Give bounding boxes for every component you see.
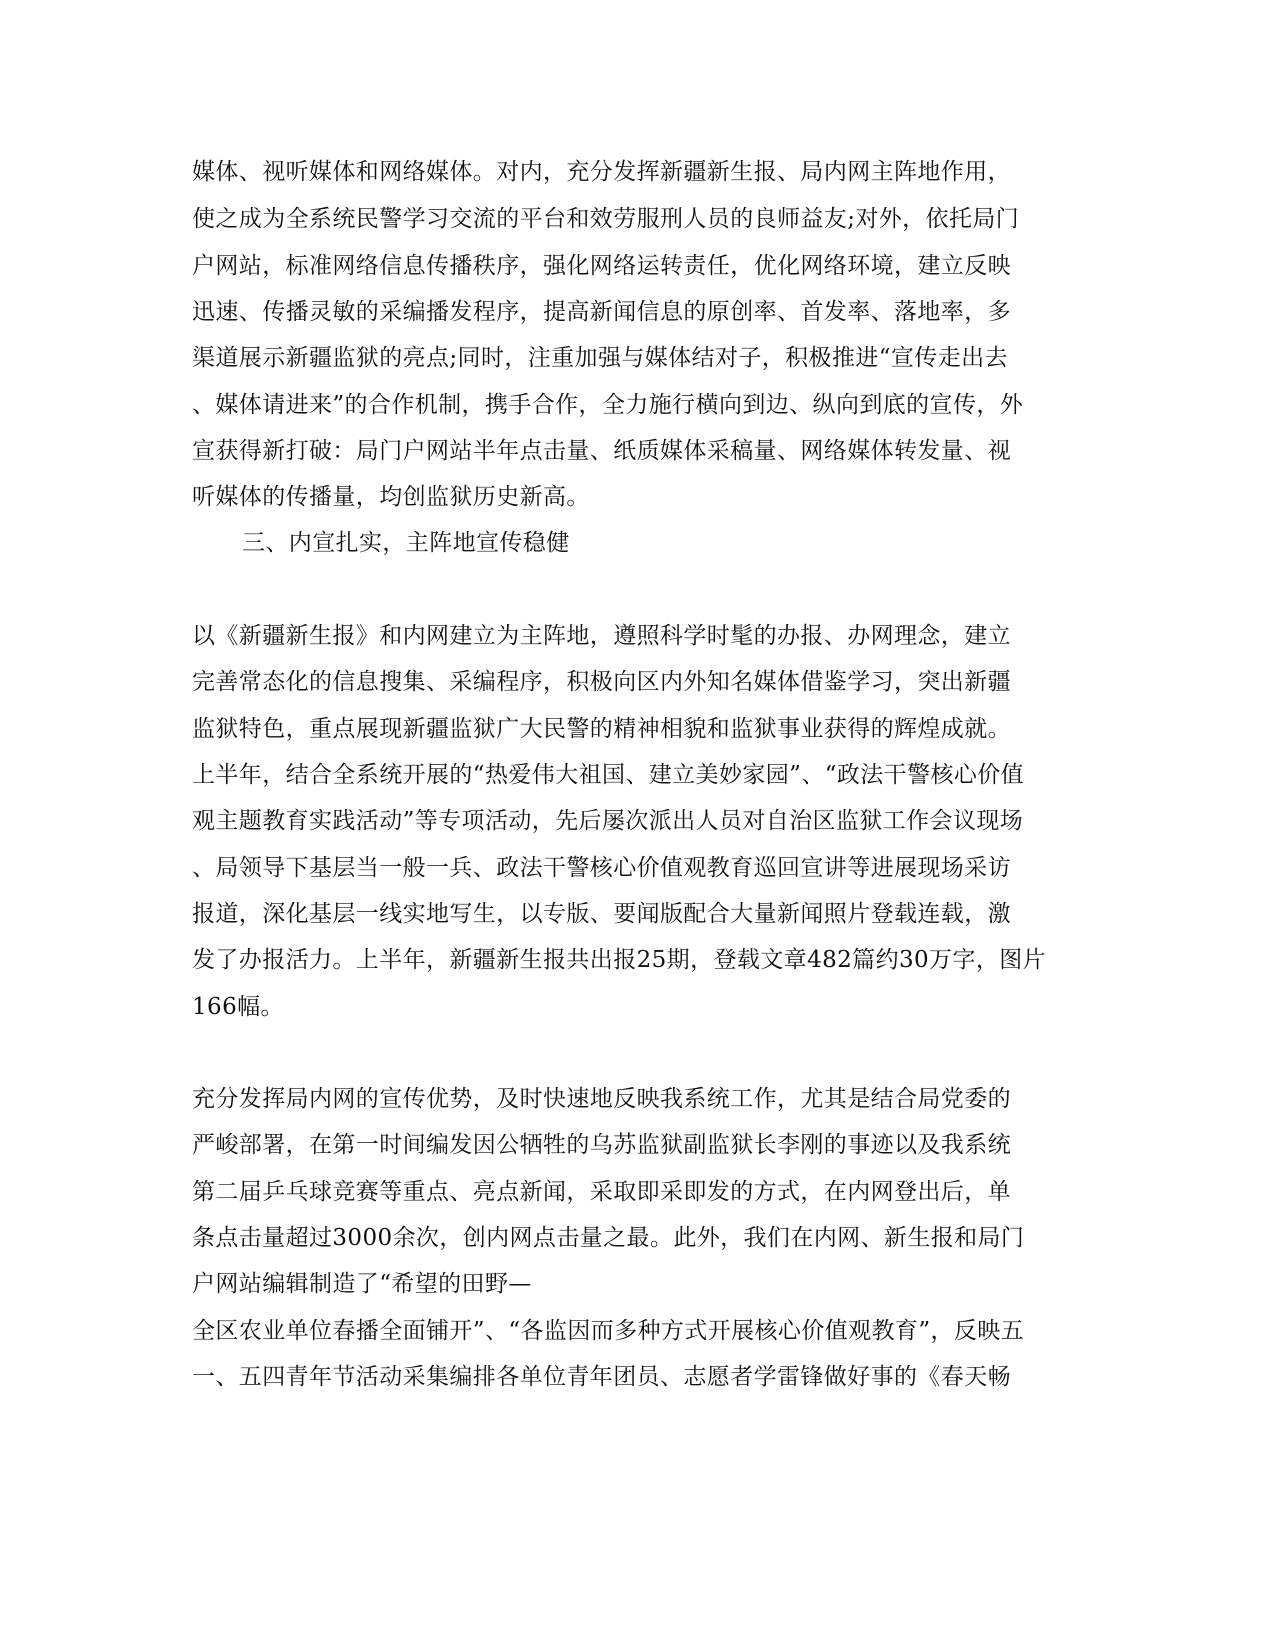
paragraph-line: 听媒体的传播量，均创监狱历史新高。 [192,484,590,510]
paragraph-line: 以《新疆新生报》和内网建立为主阵地，遵照科学时髦的办报、办网理念，建立 [192,623,1011,649]
paragraph-line: 迅速、传播灵敏的采编播发程序，提高新闻信息的原创率、首发率、落地率，多 [192,299,1011,325]
paragraph-line: 宣获得新打破：局门户网站半年点击量、纸质媒体采稿量、网络媒体转发量、视 [192,438,1011,464]
paragraph-line: 观主题教育实践活动”等专项活动，先后屡次派出人员对自治区监狱工作会议现场 [192,808,1024,834]
paragraph-line: 上半年，结合全系统开展的“热爱伟大祖国、建立美妙家园”、“政法干警核心价值 [192,762,1025,788]
paragraph-line: 完善常态化的信息搜集、采编程序，积极向区内外知名媒体借鉴学习，突出新疆 [192,669,1011,695]
paragraph-line: 发了办报活力。上半年，新疆新生报共出报25期，登载文章482篇约30万字，图片 [192,947,1047,973]
paragraph-line: 监狱特色，重点展现新疆监狱广大民警的精神相貌和监狱事业获得的辉煌成就。 [192,716,1011,742]
paragraph-line: 第二届乒乓球竞赛等重点、亮点新闻，采取即采即发的方式，在内网登出后，单 [192,1179,1011,1205]
paragraph-line: 使之成为全系统民警学习交流的平台和效劳服刑人员的良师益友;对外，依托局门 [192,206,1020,232]
paragraph-line: 、媒体请进来”的合作机制，携手合作，全力施行横向到边、纵向到底的宣传，外 [192,392,1024,418]
paragraph-line: 严峻部署，在第一时间编发因公牺牲的乌苏监狱副监狱长李刚的事迹以及我系统 [192,1132,1011,1158]
paragraph-line: 户网站，标准网络信息传播秩序，强化网络运转责任，优化网络环境，建立反映 [192,253,1011,279]
paragraph-line: 一、五四青年节活动采集编排各单位青年团员、志愿者学雷锋做好事的《春天畅 [192,1364,1011,1390]
paragraph-line: 报道，深化基层一线实地写生，以专版、要闻版配合大量新闻照片登载连载，激 [192,901,1011,927]
paragraph-line: 充分发挥局内网的宣传优势，及时快速地反映我系统工作，尤其是结合局党委的 [192,1086,1011,1112]
paragraph-line: 媒体、视听媒体和网络媒体。对内，充分发挥新疆新生报、局内网主阵地作用， [192,159,1011,185]
paragraph-line: 渠道展示新疆监狱的亮点;同时，注重加强与媒体结对子，积极推进“宣传走出去 [192,345,1008,371]
paragraph-line: 全区农业单位春播全面铺开”、“各监因而多种方式开展核心价值观教育”，反映五 [192,1318,1025,1344]
section-heading: 三、内宣扎实，主阵地宣传稳健 [242,530,570,556]
paragraph-line: 、局领导下基层当一般一兵、政法干警核心价值观教育巡回宣讲等进展现场采访 [192,855,1011,881]
paragraph-line: 户网站编辑制造了“希望的田野— [192,1271,532,1297]
paragraph-line: 条点击量超过3000余次，创内网点击量之最。此外，我们在内网、新生报和局门 [192,1225,1025,1251]
paragraph-line: 166幅。 [192,994,284,1020]
